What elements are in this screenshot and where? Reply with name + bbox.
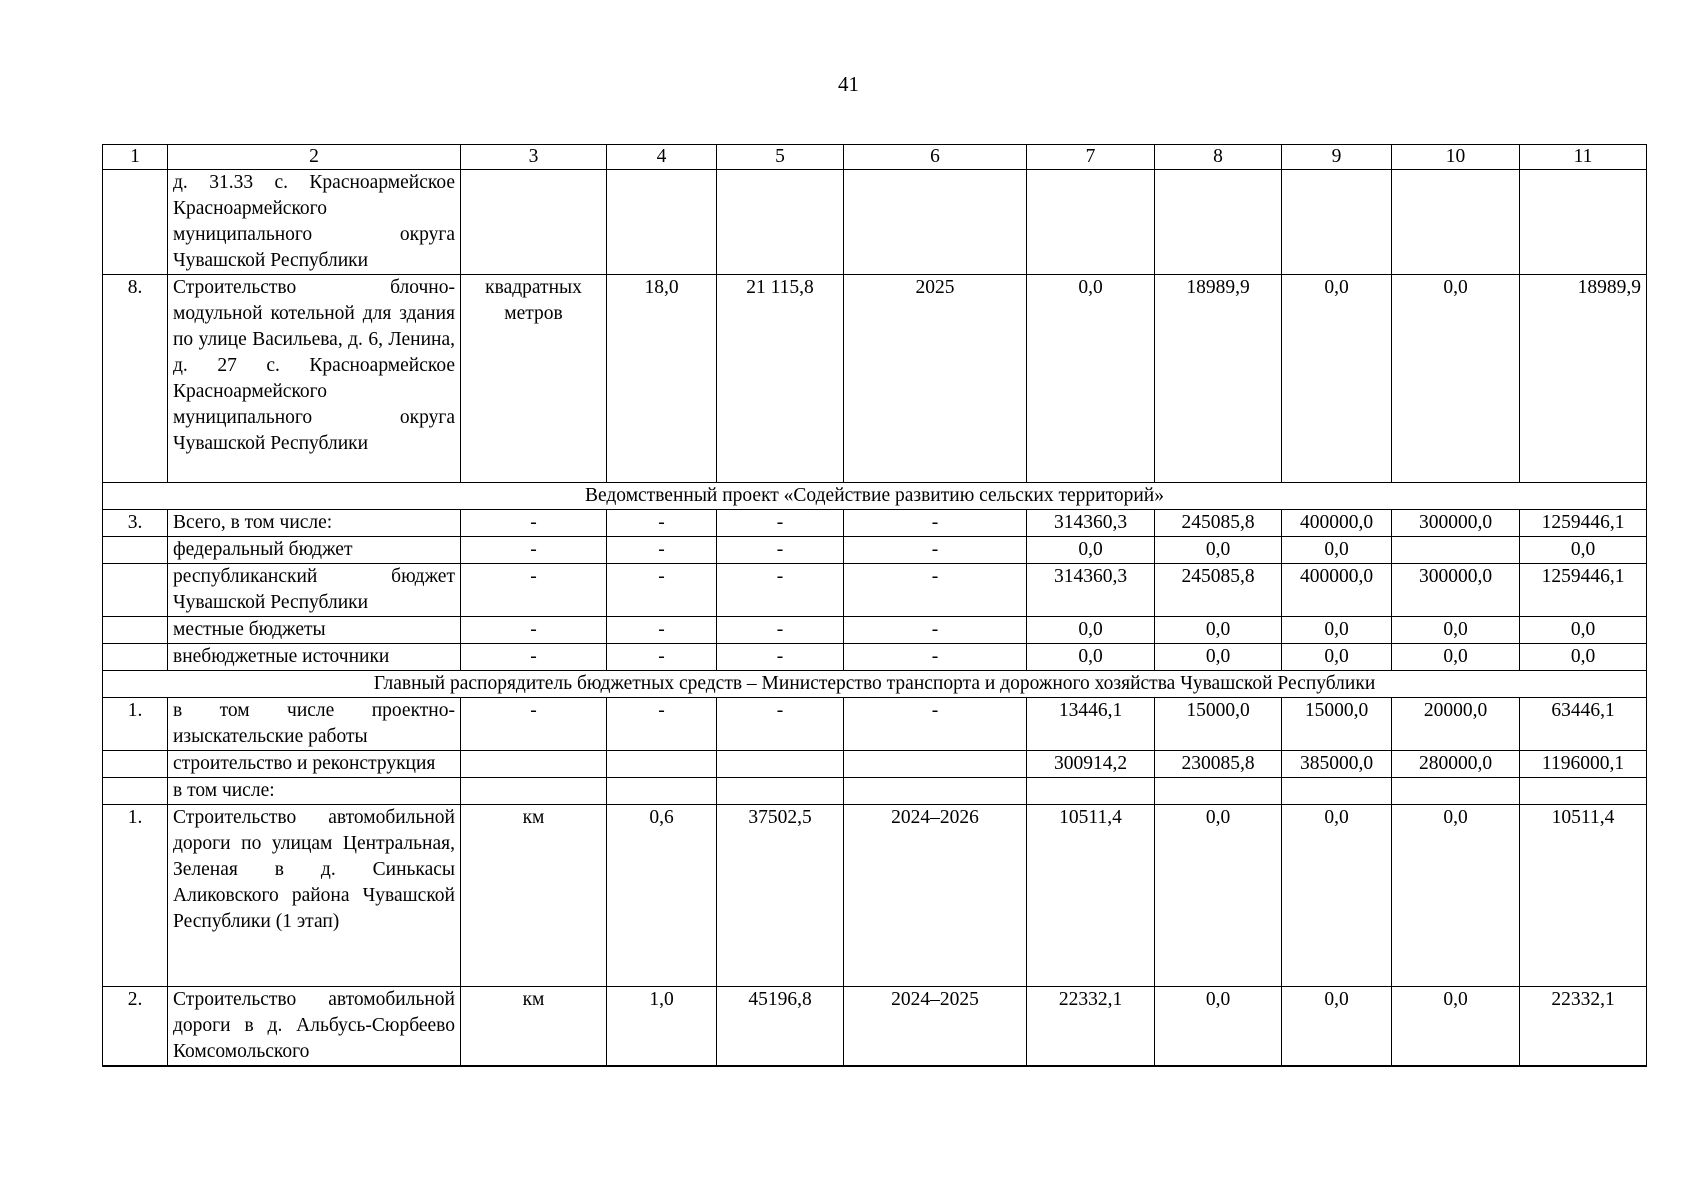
value-col10: 0,0 [1392,617,1520,644]
estimated-cost: 45196,8 [717,987,844,1067]
row-number: 2. [103,987,168,1067]
capacity: 18,0 [607,275,717,483]
row-number [103,778,168,805]
value-col8: 245085,8 [1155,510,1282,537]
budget-table [102,144,1647,1067]
header-cell: 11 [1520,145,1647,170]
header-cell: 5 [717,145,844,170]
header-cell: 6 [844,145,1027,170]
table-row: местные бюджеты - - - - 0,0 0,0 0,0 0,0 0,0 [103,617,1647,644]
value-col8: 0,0 [1155,805,1282,987]
capacity: 1,0 [607,987,717,1067]
value-col10: 0,0 [1392,987,1520,1067]
period: 2025 [844,275,1027,483]
estimated-cost: 37502,5 [717,805,844,987]
value-col7: 10511,4 [1027,805,1155,987]
value-col10: 300000,0 [1392,564,1520,617]
value-col10: 0,0 [1392,805,1520,987]
object-name: д. 31.33 с. Красноармейское Красноармейского муниципального округа Чувашской Республики [168,170,461,275]
header-cell: 4 [607,145,717,170]
value-col11: 1259446,1 [1520,510,1647,537]
row-number [103,170,168,275]
value-col9: 0,0 [1282,644,1392,671]
value-col7: 0,0 [1027,275,1155,483]
value-col10 [1392,537,1520,564]
row-number [103,537,168,564]
value-col11: 22332,1 [1520,987,1647,1067]
section-title: Главный распорядитель бюджетных средств – Министерство транспорта и дорожного хозяйства Чувашской Республики [103,671,1647,698]
value-col10: 0,0 [1392,275,1520,483]
value-col10: 300000,0 [1392,510,1520,537]
value-col11: 10511,4 [1520,805,1647,987]
row-number [103,644,168,671]
row-number: 1. [103,698,168,751]
header-cell: 3 [461,145,607,170]
object-name: внебюджетные источники [168,644,461,671]
object-name: федеральный бюджет [168,537,461,564]
header-cell: 8 [1155,145,1282,170]
object-name: строительство и реконструкция [168,751,461,778]
header-cell: 2 [168,145,461,170]
value-col7: 0,0 [1027,644,1155,671]
value-col9: 385000,0 [1282,751,1392,778]
unit: км [461,805,607,987]
object-name: в том числе: [168,778,461,805]
value-col11: 0,0 [1520,644,1647,671]
value-col9: 0,0 [1282,275,1392,483]
capacity: 0,6 [607,805,717,987]
object-name: Всего, в том числе: [168,510,461,537]
object-name: местные бюджеты [168,617,461,644]
object-name: Строительство автомобильной дороги в д. Альбусь-Сюрбеево Комсомольского [168,987,461,1067]
row-number: 1. [103,805,168,987]
header-cell: 7 [1027,145,1155,170]
value-col8: 245085,8 [1155,564,1282,617]
value-col7: 0,0 [1027,537,1155,564]
column-number-header [103,145,1647,170]
value-col9: 0,0 [1282,537,1392,564]
table-row [103,275,1647,483]
header-cell: 10 [1392,145,1520,170]
value-col8: 0,0 [1155,537,1282,564]
section-title: Ведомственный проект «Содействие развитию сельских территорий» [103,483,1647,510]
unit: квадратных метров [461,275,607,483]
section-row [103,671,1647,698]
row-number [103,751,168,778]
row-number [103,564,168,617]
value-col11: 1259446,1 [1520,564,1647,617]
object-name: Строительство блочно- модульной котельной для здания по улице Васильева, д. 6, Ленина, д. 27 с. Красноармейское Красноармейского муниципального округа Чувашской Республики [168,275,461,483]
value-col9: 0,0 [1282,805,1392,987]
table-row [103,805,1647,987]
page-number: 41 [838,72,859,96]
value-col7: 314360,3 [1027,510,1155,537]
table-row [103,751,1647,778]
value-col8: 0,0 [1155,644,1282,671]
value-col7: 300914,2 [1027,751,1155,778]
row-number: 8. [103,275,168,483]
value-col9: 400000,0 [1282,510,1392,537]
value-col10: 20000,0 [1392,698,1520,751]
table-row: федеральный бюджет - - - - 0,0 0,0 0,0 0,0 [103,537,1647,564]
header-cell: 1 [103,145,168,170]
table-row [103,987,1647,1067]
value-col11: 0,0 [1520,537,1647,564]
value-col8: 0,0 [1155,617,1282,644]
table-row: 1. в том числе проектно-изыскательские работы - - - - 13446,1 15000,0 15000,0 20000,0 63446,1 [103,698,1647,751]
period: 2024–2026 [844,805,1027,987]
row-number [103,617,168,644]
value-col8: 15000,0 [1155,698,1282,751]
object-name: республиканский бюджет Чувашской Республики [168,564,461,617]
value-col7: 22332,1 [1027,987,1155,1067]
value-col9: 0,0 [1282,987,1392,1067]
value-col10: 280000,0 [1392,751,1520,778]
value-col9: 400000,0 [1282,564,1392,617]
value-col8: 18989,9 [1155,275,1282,483]
object-name: в том числе проектно-изыскательские работы [168,698,461,751]
value-col11: 0,0 [1520,617,1647,644]
value-col7: 0,0 [1027,617,1155,644]
table-row: республиканский бюджет Чувашской Республики - - - - 314360,3 245085,8 400000,0 300000,0 1259446,1 [103,564,1647,617]
table-row [103,778,1647,805]
value-col7: 13446,1 [1027,698,1155,751]
value-col7: 314360,3 [1027,564,1155,617]
period: 2024–2025 [844,987,1027,1067]
value-col9: 15000,0 [1282,698,1392,751]
object-name: Строительство автомобильной дороги по улицам Центральная, Зеленая в д. Синькасы Аликовского района Чувашской Республики (1 этап) [168,805,461,987]
table-row [103,170,1647,275]
value-col10: 0,0 [1392,644,1520,671]
value-col11: 63446,1 [1520,698,1647,751]
header-cell: 9 [1282,145,1392,170]
row-number: 3. [103,510,168,537]
value-col9: 0,0 [1282,617,1392,644]
value-col11: 18989,9 [1520,275,1647,483]
unit: км [461,987,607,1067]
table-row: 3. Всего, в том числе: - - - - 314360,3 245085,8 400000,0 300000,0 1259446,1 [103,510,1647,537]
table-row: внебюджетные источники - - - - 0,0 0,0 0,0 0,0 0,0 [103,644,1647,671]
value-col8: 230085,8 [1155,751,1282,778]
value-col11: 1196000,1 [1520,751,1647,778]
value-col8: 0,0 [1155,987,1282,1067]
estimated-cost: 21 115,8 [717,275,844,483]
section-row [103,483,1647,510]
